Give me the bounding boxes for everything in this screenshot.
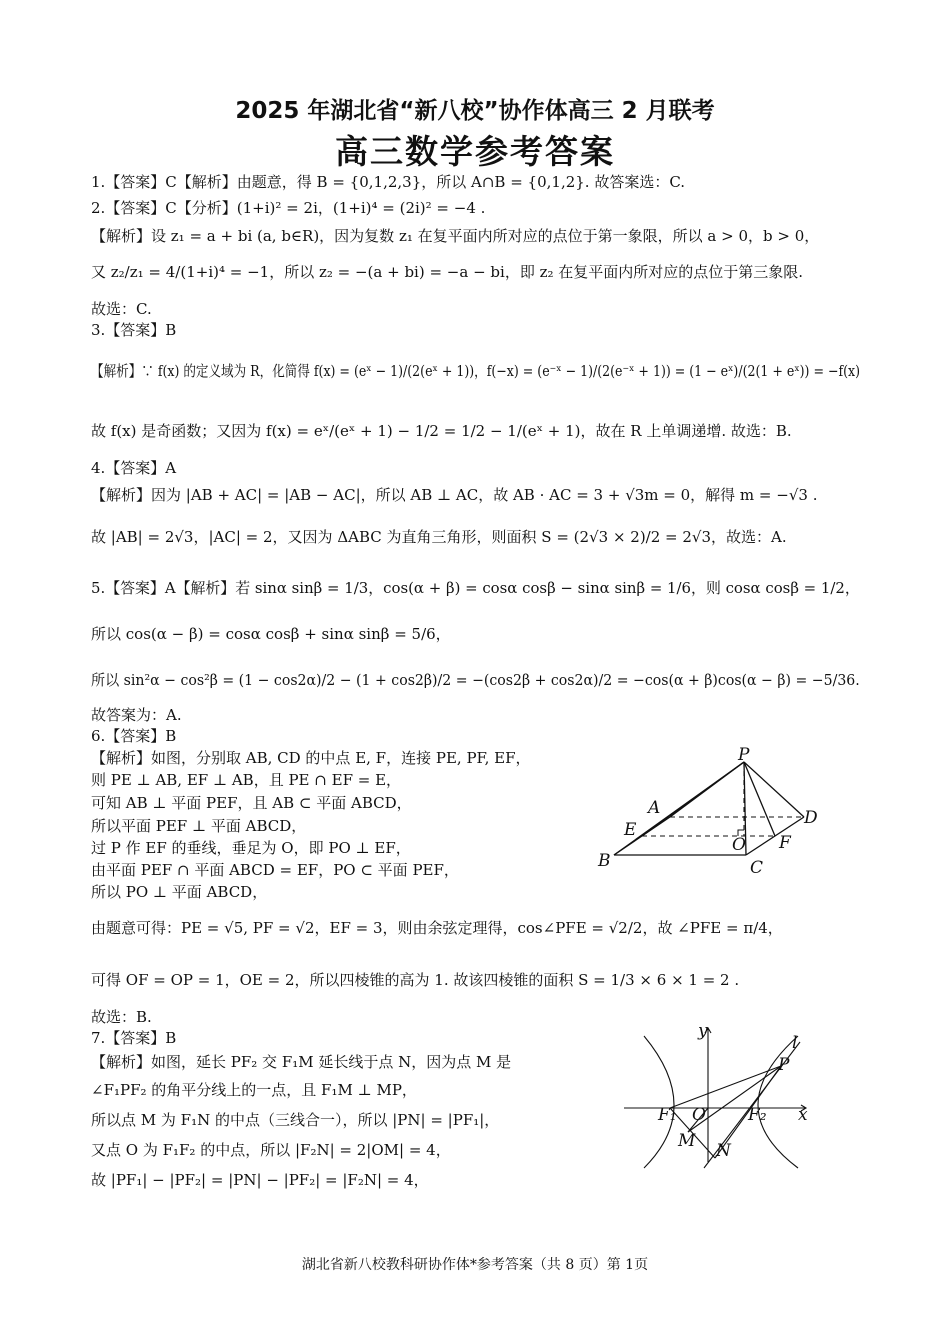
answer-line: 所以 sin²α − cos²β = (1 − cos2α)/2 − (1 + cos2β)/2 = −(cos2β + cos2α)/2 = −cos(α + β)cos(α − β) = −5/36. <box>91 671 860 689</box>
label-P: P <box>738 745 750 765</box>
answer-line: 【解析】如图，分别取 AB, CD 的中点 E, F，连接 PE, PF, EF， <box>91 749 531 767</box>
answer-line: 故 f(x) 是奇函数；又因为 f(x) = eˣ/(eˣ + 1) − 1/2 = 1/2 − 1/(eˣ + 1)，故在 R 上单调递增. 故选：B. <box>91 422 792 440</box>
label-P: P <box>778 1055 790 1075</box>
exam-title: 2025 年湖北省“新八校”协作体高三 2 月联考 <box>235 98 715 124</box>
label-F1: F₁ <box>658 1105 677 1125</box>
answer-line: 5.【答案】A【解析】若 sinα sinβ = 1/3，cos(α + β) = cosα cosβ − sinα sinβ = 1/6，则 cosα cosβ = 1/2， <box>91 579 860 597</box>
label-A: A <box>648 798 661 818</box>
answer-line: 所以点 M 为 F₁N 的中点（三线合一），所以 |PN| = |PF₁|， <box>91 1111 500 1129</box>
answer-line: 故选：B. <box>91 1008 152 1026</box>
answer-line: 1.【答案】C【解析】由题意，得 B = {0,1,2,3}，所以 A∩B = {0,1,2}. 故答案选：C. <box>91 173 686 191</box>
answer-line: 【解析】∵ f(x) 的定义域为 R，化简得 f(x) = (eˣ − 1)/(2(eˣ + 1))，f(−x) = (e⁻ˣ − 1)/(2(e⁻ˣ + 1)) = (1 − eˣ)/(2(1 + eˣ)) = −f(x) <box>91 362 861 380</box>
document-title: 高三数学参考答案 <box>335 132 615 171</box>
answer-line: 所以 cos(α − β) = cosα cosβ + sinα sinβ = 5/6， <box>91 625 451 643</box>
label-M: M <box>678 1131 696 1151</box>
label-N: N <box>716 1141 731 1161</box>
answer-line: 则 PE ⊥ AB, EF ⊥ AB，且 PE ∩ EF = E， <box>91 771 402 789</box>
label-F: F <box>779 833 791 853</box>
label-O: O <box>732 835 746 855</box>
answer-line: 3.【答案】B <box>91 321 177 339</box>
label-E: E <box>624 820 637 840</box>
answer-line: 由题意可得：PE = √5, PF = √2，EF = 3，则由余弦定理得，cos∠PFE = √2/2，故 ∠PFE = π/4， <box>91 919 783 937</box>
answer-line: 【解析】设 z₁ = a + bi (a, b∈R)，因为复数 z₁ 在复平面内所对应的点位于第一象限，所以 a > 0，b > 0， <box>91 227 820 245</box>
label-x: x <box>798 1105 808 1125</box>
answer-line: 又 z₂/z₁ = 4/(1+i)⁴ = −1，所以 z₂ = −(a + bi) = −a − bi，即 z₂ 在复平面内所对应的点位于第三象限. <box>91 263 804 281</box>
answer-line: 所以平面 PEF ⊥ 平面 ABCD， <box>91 817 307 835</box>
pyramid-figure <box>592 742 832 882</box>
page-footer: 湖北省新八校教科研协作体*参考答案（共 8 页）第 1页 <box>301 1257 649 1273</box>
answer-line: 可知 AB ⊥ 平面 PEF，且 AB ⊂ 平面 ABCD， <box>91 794 412 812</box>
answer-line: 故答案为：A. <box>91 706 182 724</box>
label-y: y <box>698 1022 708 1041</box>
answer-line: 故 |AB| = 2√3，|AC| = 2，又因为 ΔABC 为直角三角形，则面积 S = (2√3 × 2)/2 = 2√3，故选：A. <box>91 528 787 546</box>
label-F2: F₂ <box>748 1105 767 1125</box>
answer-line: 过 P 作 EF 的垂线，垂足为 O，即 PO ⊥ EF， <box>91 839 411 857</box>
answer-line: 可得 OF = OP = 1，OE = 2，所以四棱锥的高为 1. 故该四棱锥的面积 S = 1/3 × 6 × 1 = 2 . <box>91 971 740 989</box>
answer-line: 7.【答案】B <box>91 1029 177 1047</box>
answer-line: ∠F₁PF₂ 的角平分线上的一点，且 F₁M ⊥ MP， <box>91 1081 417 1099</box>
answer-line: 【解析】因为 |AB + AC| = |AB − AC|，所以 AB ⊥ AC，故 AB · AC = 3 + √3m = 0，解得 m = −√3 . <box>91 486 818 504</box>
label-B: B <box>598 851 611 871</box>
answer-line: 4.【答案】A <box>91 459 177 477</box>
answer-line: 所以 PO ⊥ 平面 ABCD， <box>91 883 268 901</box>
answer-line: 故选：C. <box>91 300 152 318</box>
label-D: D <box>804 808 818 828</box>
answer-line: 由平面 PEF ∩ 平面 ABCD = EF，PO ⊂ 平面 PEF， <box>91 861 459 879</box>
label-C: C <box>750 858 764 878</box>
answer-line: 【解析】如图，延长 PF₂ 交 F₁M 延长线于点 N，因为点 M 是 <box>91 1053 512 1071</box>
label-l: l <box>792 1033 798 1053</box>
answer-line: 故 |PF₁| − |PF₂| = |PN| − |PF₂| = |F₂N| = 4， <box>91 1171 429 1189</box>
answer-line: 又点 O 为 F₁F₂ 的中点，所以 |F₂N| = 2|OM| = 4， <box>91 1141 451 1159</box>
hyperbola-figure <box>618 1022 818 1172</box>
answer-line: 6.【答案】B <box>91 727 177 745</box>
answer-line: 2.【答案】C【分析】(1+i)² = 2i，(1+i)⁴ = (2i)² = −4 . <box>91 199 486 217</box>
label-O: O <box>692 1105 706 1125</box>
